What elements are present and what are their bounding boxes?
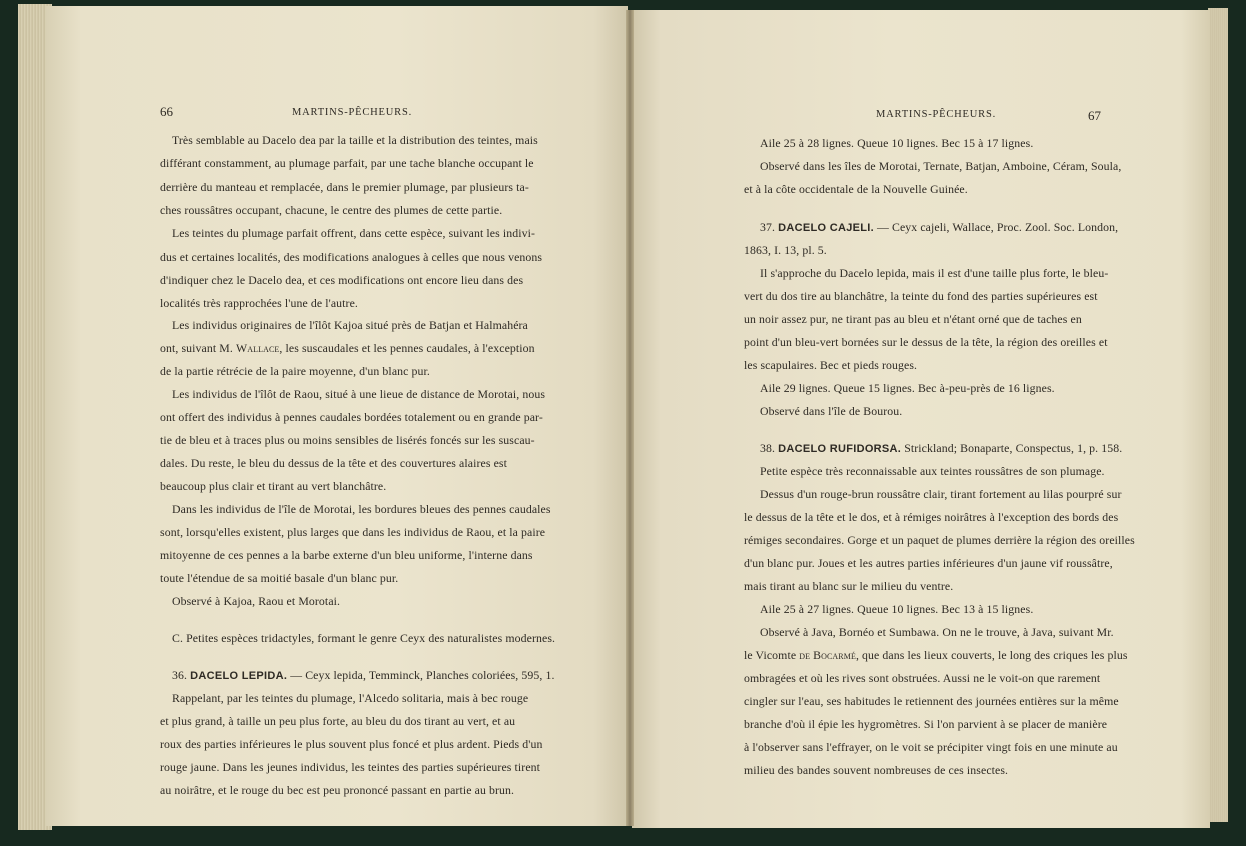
right-line: vert du dos tire au blanchâtre, la teinte du fond des parties supérieures est xyxy=(744,289,1098,303)
right-line: cingler sur l'eau, ses habitudes le retiennent des journées entières sur la même xyxy=(744,694,1119,708)
left-line: Très semblable au Dacelo dea par la taille et la distribution des teintes, mais xyxy=(172,133,538,147)
right-line: le Vicomte de Bocarmé, que dans les lieux couverts, le long des criques les plus xyxy=(744,648,1128,662)
right-line: Aile 25 à 28 lignes. Queue 10 lignes. Bec 15 à 17 lignes. xyxy=(760,136,1034,150)
left-line: et plus grand, à taille un peu plus forte, au bleu du dos tirant au vert, et au xyxy=(160,714,516,728)
right-line: milieu des bandes souvent nombreuses de ces insectes. xyxy=(744,763,1009,777)
right-line: rémiges secondaires. Gorge et un paquet de plumes derrière la région des oreilles xyxy=(744,533,1135,547)
left-line: au noirâtre, et le rouge du bec est peu prononcé passant en partie au brun. xyxy=(160,783,515,797)
book-gutter xyxy=(626,10,634,826)
left-line: dus et certaines localités, des modifications analogues à celles que nous venons xyxy=(160,250,543,264)
right-line: branche d'où il épie les hygromètres. Si l'on parvient à se placer de manière xyxy=(744,717,1108,731)
species-heading-38: 38. DACELO RUFIDORSA. Strickland; Bonaparte, Conspectus, 1, p. 158. xyxy=(760,441,1123,455)
left-line: Rappelant, par les teintes du plumage, l'Alcedo solitaria, mais à bec rouge xyxy=(172,691,529,705)
left-line: ches roussâtres occupant, chacune, le centre des plumes de cette partie. xyxy=(160,203,503,217)
left-page-number: 66 xyxy=(160,104,173,119)
left-line: Observé à Kajoa, Raou et Morotai. xyxy=(172,594,341,608)
right-line: le dessus de la tête et le dos, et à rémiges noirâtres à l'exception des bords des xyxy=(744,510,1119,524)
right-page-number: 67 xyxy=(1088,108,1101,123)
section-heading-c: C. Petites espèces tridactyles, formant le genre Ceyx des naturalistes modernes. xyxy=(172,631,556,645)
right-line: et à la côte occidentale de la Nouvelle Guinée. xyxy=(744,182,968,196)
left-line: toute l'étendue de sa moitié basale d'un blanc pur. xyxy=(160,571,399,585)
left-running-head: MARTINS-PÊCHEURS. xyxy=(292,107,413,118)
left-line: rouge jaune. Dans les jeunes individus, les teintes des parties supérieures tirent xyxy=(160,760,541,774)
right-line: 1863, I. 13, pl. 5. xyxy=(744,243,827,257)
right-line: Aile 25 à 27 lignes. Queue 10 lignes. Bec 13 à 15 lignes. xyxy=(760,602,1034,616)
right-line: Dessus d'un rouge-brun roussâtre clair, tirant fortement au lilas pourpré sur xyxy=(760,487,1122,501)
left-line: d'indiquer chez le Dacelo dea, et ces modifications ont encore lieu dans des xyxy=(160,273,524,287)
left-line: de la partie rétrécie de la paire moyenne, d'un blanc pur. xyxy=(160,364,430,378)
right-line: mais tirant au blanc sur le milieu du ventre. xyxy=(744,579,954,593)
right-running-head: MARTINS-PÊCHEURS. xyxy=(876,109,997,120)
species-heading-37: 37. DACELO CAJELI. — Ceyx cajeli, Wallace, Proc. Zool. Soc. London, xyxy=(760,220,1119,234)
right-line: à l'observer sans l'effrayer, on le voit se précipiter vingt fois en une minute au xyxy=(744,740,1118,754)
left-line: Les individus originaires de l'îlôt Kajoa situé près de Batjan et Halmahéra xyxy=(172,318,528,332)
right-line: Il s'approche du Dacelo lepida, mais il est d'une taille plus forte, le bleu- xyxy=(760,266,1109,280)
left-line: sont, lorsqu'elles existent, plus larges que dans les individus de Raou, et la paire xyxy=(160,525,546,539)
right-line: Aile 29 lignes. Queue 15 lignes. Bec à-peu-près de 16 lignes. xyxy=(760,381,1055,395)
right-line: Observé dans l'île de Bourou. xyxy=(760,404,903,418)
left-line: dales. Du reste, le bleu du dessus de la tête et des couvertures alaires est xyxy=(160,456,507,470)
right-line: Petite espèce très reconnaissable aux teintes roussâtres de son plumage. xyxy=(760,464,1105,478)
left-line: localités très rapprochées l'une de l'autre. xyxy=(160,296,358,310)
left-line: ont, suivant M. Wallace, les suscaudales et les pennes caudales, à l'exception xyxy=(160,341,535,355)
left-line: Les individus de l'îlôt de Raou, situé à une lieue de distance de Morotai, nous xyxy=(172,387,546,401)
right-line: d'un blanc pur. Joues et les autres parties inférieures d'un jaune vif roussâtre, xyxy=(744,556,1113,570)
right-line: Observé à Java, Bornéo et Sumbawa. On ne le trouve, à Java, suivant Mr. xyxy=(760,625,1114,639)
left-line: Les teintes du plumage parfait offrent, dans cette espèce, suivant les indivi- xyxy=(172,226,536,240)
right-line: point d'un bleu-vert bornées sur le dessus de la tête, la région des oreilles et xyxy=(744,335,1108,349)
right-line: Observé dans les îles de Morotai, Ternate, Batjan, Amboine, Céram, Soula, xyxy=(760,159,1122,173)
left-line: mitoyenne de ces pennes a la barbe externe d'un bleu uniforme, l'interne dans xyxy=(160,548,533,562)
right-line: ombragées et où les rives sont obstruées. Aussi ne le voit-on que rarement xyxy=(744,671,1101,685)
left-line: tie de bleu et à traces plus ou moins sensibles de lisérés foncés sur les suscau- xyxy=(160,433,535,447)
right-line: les scapulaires. Bec et pieds rouges. xyxy=(744,358,918,372)
species-heading-36: 36. DACELO LEPIDA. — Ceyx lepida, Temminck, Planches coloriées, 595, 1. xyxy=(172,668,555,682)
page-edges-right xyxy=(1208,8,1228,822)
right-line: un noir assez pur, ne tirant pas au bleu et n'étant orné que de taches en xyxy=(744,312,1082,326)
left-line: différant constamment, au plumage parfait, par une tache blanche occupant le xyxy=(160,156,534,170)
left-line: beaucoup plus clair et tirant au vert blanchâtre. xyxy=(160,479,387,493)
left-line: Dans les individus de l'île de Morotai, les bordures bleues des pennes caudales xyxy=(172,502,551,516)
left-line: roux des parties inférieures le plus souvent plus foncé et plus ardent. Pieds d'un xyxy=(160,737,543,751)
left-line: ont offert des individus à pennes caudales bordées totalement ou en grande par- xyxy=(160,410,543,424)
left-line: derrière du manteau et remplacée, dans le premier plumage, par plusieurs ta- xyxy=(160,180,529,194)
